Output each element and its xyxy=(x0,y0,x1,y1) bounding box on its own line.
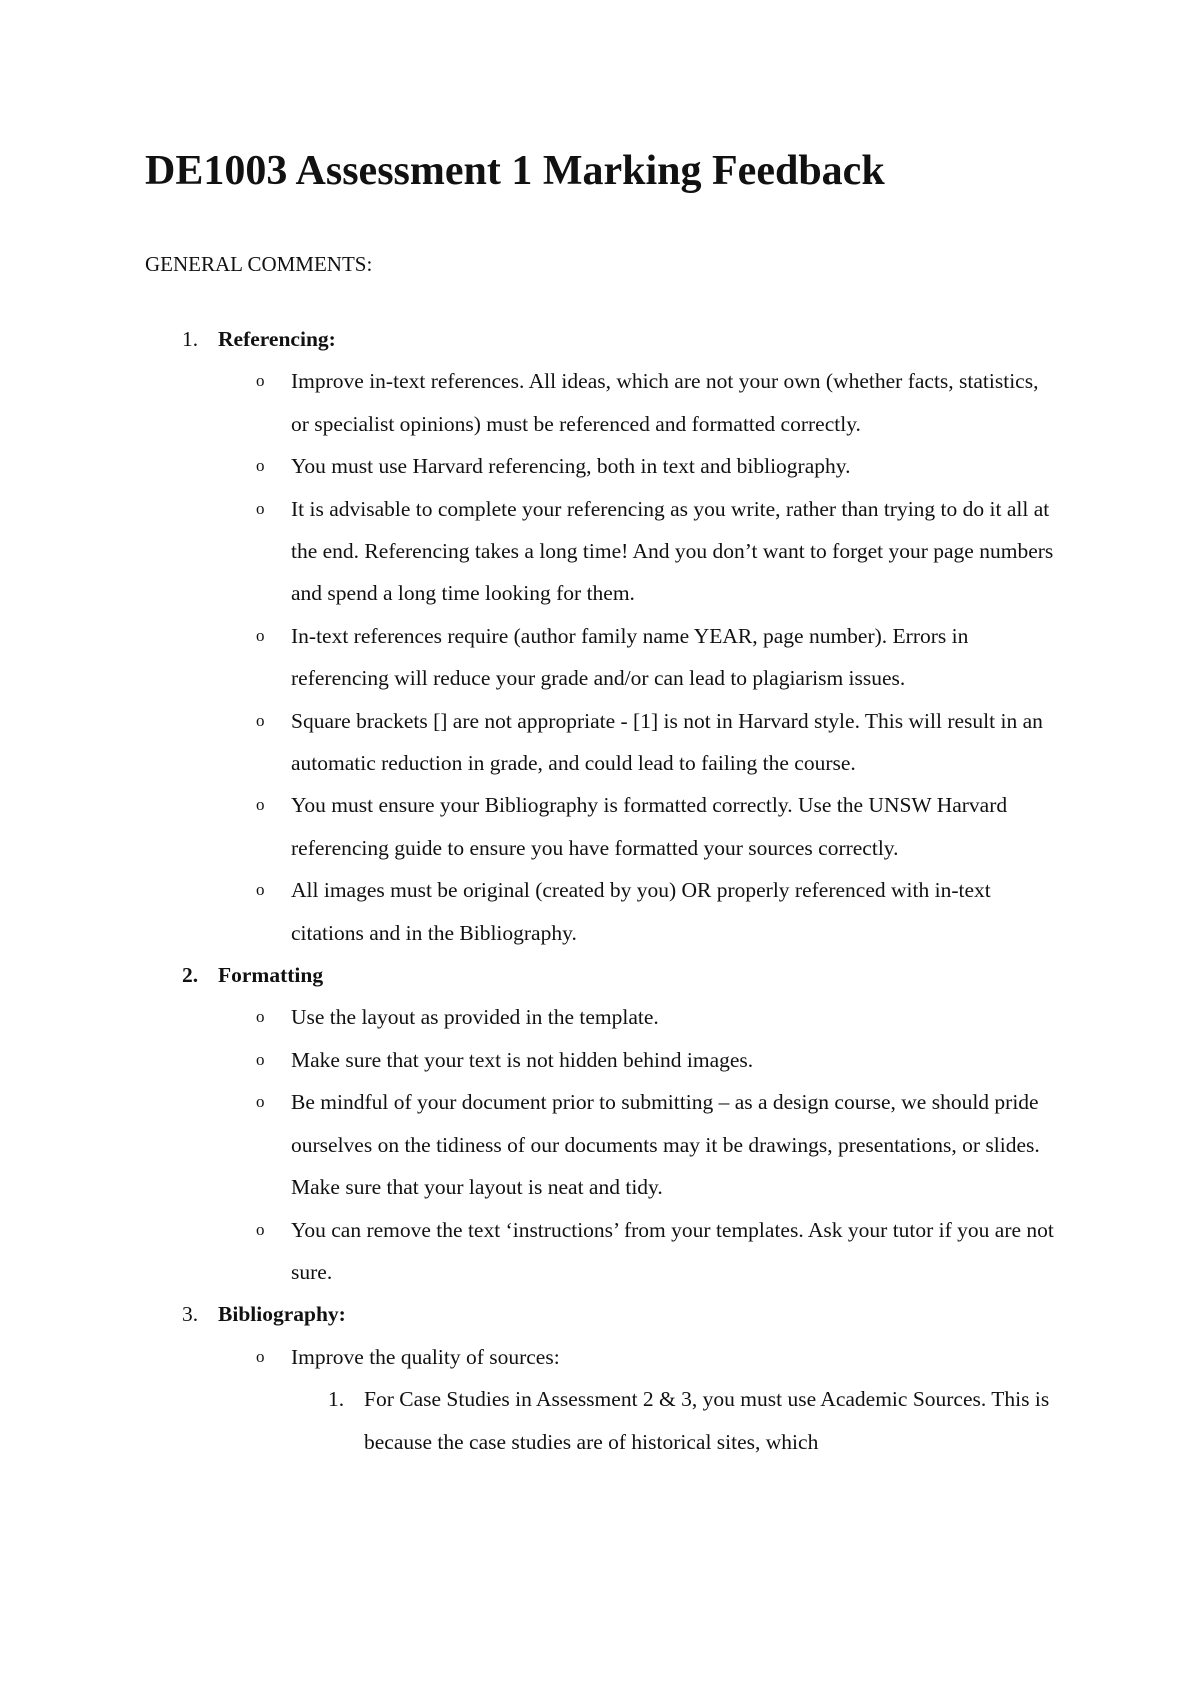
bullet-icon: o xyxy=(256,795,265,815)
section-heading xyxy=(0,318,1200,360)
list-item xyxy=(0,360,1061,445)
list-item xyxy=(0,1039,1061,1081)
section-heading xyxy=(0,1293,1200,1335)
list-item-text: Be mindful of your document prior to submitting – as a design course, we should pride ourselves on the tidiness of our documents may it be drawings, presentations, or slides. Make sure that your layout is neat and tidy. xyxy=(291,1090,1040,1200)
bullet-icon: o xyxy=(256,1007,265,1027)
section-heading xyxy=(0,954,1200,996)
sub-item-text: For Case Studies in Assessment 2 & 3, you must use Academic Sources. This is because the case studies are of historical sites, which xyxy=(364,1387,1050,1454)
list-item xyxy=(0,1336,1061,1378)
list-item xyxy=(0,615,1061,700)
bullet-icon: o xyxy=(256,498,265,518)
bullet-icon: o xyxy=(256,1219,265,1239)
list-item-text: Square brackets [] are not appropriate - [1] is not in Harvard style. This will result in an automatic reduction in grade, and could lead to failing the course. xyxy=(291,708,1043,776)
section-referencing xyxy=(0,318,1200,954)
list-item xyxy=(0,784,1061,869)
section-label: Referencing: xyxy=(218,327,336,351)
bullet-icon: o xyxy=(256,710,265,730)
list-item-text: It is advisable to complete your referencing as you write, rather than trying to do it all at the end. Referencing takes a long time! And you don’t want to forget your page numbers and spend a long time looking for them. xyxy=(291,496,1054,606)
section-number: 3. xyxy=(182,1302,199,1327)
list-item-text: Use the layout as provided in the template. xyxy=(291,1005,659,1030)
section-formatting xyxy=(0,954,1200,1293)
bullet-icon: o xyxy=(256,625,265,645)
section-label: Formatting xyxy=(218,963,324,988)
list-item-text: All images must be original (created by you) OR properly referenced with in-text citations and in the Bibliography. xyxy=(291,878,991,945)
bullet-icon: o xyxy=(256,1049,265,1069)
section-number: 2. xyxy=(182,963,199,988)
section-number: 1. xyxy=(182,327,199,351)
list-item-text: You must use Harvard referencing, both in text and bibliography. xyxy=(291,454,851,479)
list-item-text: You must ensure your Bibliography is formatted correctly. Use the UNSW Harvard referencing guide to ensure you have formatted your sources correctly. xyxy=(291,793,1008,860)
list-item-text: Improve the quality of sources: xyxy=(291,1344,560,1369)
bullet-icon: o xyxy=(256,1092,265,1112)
bullet-icon: o xyxy=(256,1346,265,1366)
list-item-text: In-text references require (author family name YEAR, page number). Errors in referencing will reduce your grade and/or can lead to plagiarism issues. xyxy=(291,623,969,691)
sub-item-number: 1. xyxy=(328,1387,345,1412)
list-item xyxy=(0,1081,1061,1208)
section-bibliography xyxy=(0,1293,1200,1463)
bullet-icon: o xyxy=(256,880,265,900)
list-item xyxy=(0,445,1061,487)
bullet-icon: o xyxy=(256,371,265,391)
bullet-icon: o xyxy=(256,456,265,476)
sub-list-item xyxy=(0,1378,1064,1463)
feedback-body xyxy=(0,318,1200,1463)
list-item xyxy=(0,869,1061,954)
list-item xyxy=(0,996,1061,1038)
general-comments-heading: GENERAL COMMENTS: xyxy=(145,252,373,276)
section-label: Bibliography: xyxy=(218,1302,346,1327)
list-item xyxy=(0,1209,1061,1294)
list-item xyxy=(0,488,1061,615)
list-item-text: Make sure that your text is not hidden behind images. xyxy=(291,1047,754,1072)
list-item xyxy=(0,700,1061,785)
document-title: DE1003 Assessment 1 Marking Feedback xyxy=(145,148,885,194)
list-item-text: You can remove the text ‘instructions’ from your templates. Ask your tutor if you are not sure. xyxy=(291,1217,1054,1284)
list-item-text: Improve in-text references. All ideas, which are not your own (whether facts, statistics, or specialist opinions) must be referenced and formatted correctly. xyxy=(291,369,1039,436)
